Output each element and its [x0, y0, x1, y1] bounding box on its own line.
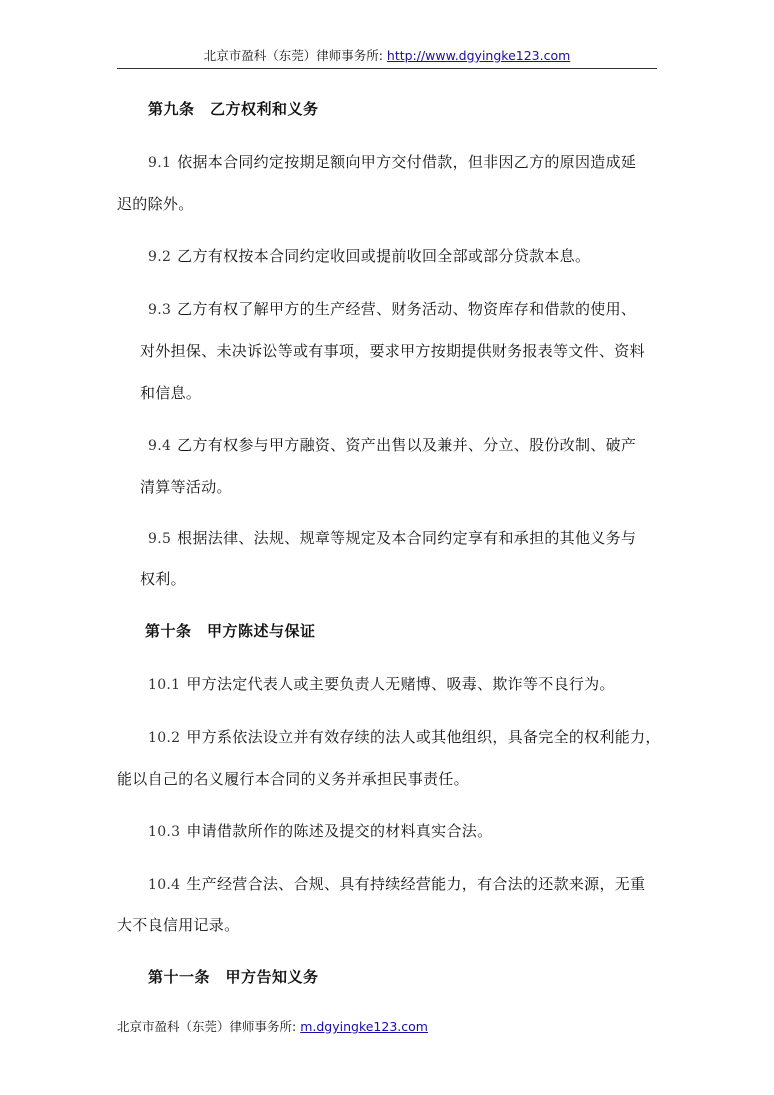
clause-9-4-line-1 — [148, 434, 636, 455]
clause-text: 乙方有权了解甲方的生产经营、财务活动、物资库存和借款的使用、 — [177, 300, 637, 318]
section-9-heading: 第九条 乙方权利和义务 — [148, 100, 319, 118]
clause-text: 依据本合同约定按期足额向甲方交付借款，但非因乙方的原因造成延 — [177, 153, 637, 171]
clause-9-5-line-2: 权利。 — [140, 570, 186, 588]
clause-10-1-line-1 — [148, 673, 615, 694]
clause-9-5-line-1 — [148, 527, 636, 548]
page-footer — [117, 1017, 428, 1035]
clause-9-2-line-1 — [148, 245, 590, 266]
clause-number: 10.1 — [148, 677, 181, 693]
clause-number: 10.2 — [148, 730, 181, 746]
clause-number: 10.3 — [148, 824, 181, 840]
clause-10-3-line-1 — [148, 820, 492, 841]
footer-firm-name: 北京市盈科（东莞）律师事务所: — [117, 1019, 297, 1034]
footer-website-link[interactable]: m.dgyingke123.com — [300, 1019, 428, 1034]
clause-9-3-line-2: 对外担保、未决诉讼等或有事项，要求甲方按期提供财务报表等文件、资料 — [140, 342, 645, 360]
clause-10-2-line-1 — [148, 726, 661, 747]
clause-text: 根据法律、法规、规章等规定及本合同约定享有和承担的其他义务与 — [177, 529, 637, 547]
clause-10-2-line-2: 能以自己的名义履行本合同的义务并承担民事责任。 — [117, 770, 469, 788]
header-website-link[interactable]: http://www.dgyingke123.com — [386, 48, 571, 63]
clause-9-4-line-2: 清算等活动。 — [140, 478, 232, 496]
page-header — [117, 46, 657, 69]
clause-10-4-line-1 — [148, 873, 645, 894]
clause-number: 9.4 — [148, 438, 172, 454]
clause-text: 生产经营合法、合规、具有持续经营能力，有合法的还款来源，无重 — [186, 875, 646, 893]
clause-9-3-line-1 — [148, 298, 636, 319]
clause-number: 9.3 — [148, 302, 172, 318]
clause-number: 10.4 — [148, 877, 181, 893]
clause-9-1-line-2: 迟的除外。 — [117, 195, 194, 213]
clause-text: 申请借款所作的陈述及提交的材料真实合法。 — [186, 822, 493, 840]
clause-text: 甲方系依法设立并有效存续的法人或其他组织，具备完全的权利能力， — [186, 728, 661, 746]
section-10-heading: 第十条 甲方陈述与保证 — [145, 622, 316, 640]
header-firm-name: 北京市盈科（东莞）律师事务所: — [203, 48, 383, 63]
clause-number: 9.5 — [148, 531, 172, 547]
clause-10-4-line-2: 大不良信用记录。 — [117, 916, 240, 934]
clause-9-1-line-1 — [148, 151, 636, 172]
clause-number: 9.1 — [148, 155, 172, 171]
clause-9-3-line-3: 和信息。 — [140, 384, 202, 402]
clause-text: 乙方有权按本合同约定收回或提前收回全部或部分贷款本息。 — [177, 247, 591, 265]
clause-text: 甲方法定代表人或主要负责人无赌博、吸毒、欺诈等不良行为。 — [186, 675, 615, 693]
section-11-heading: 第十一条 甲方告知义务 — [148, 968, 319, 986]
clause-text: 乙方有权参与甲方融资、资产出售以及兼并、分立、股份改制、破产 — [177, 436, 637, 454]
clause-number: 9.2 — [148, 249, 172, 265]
